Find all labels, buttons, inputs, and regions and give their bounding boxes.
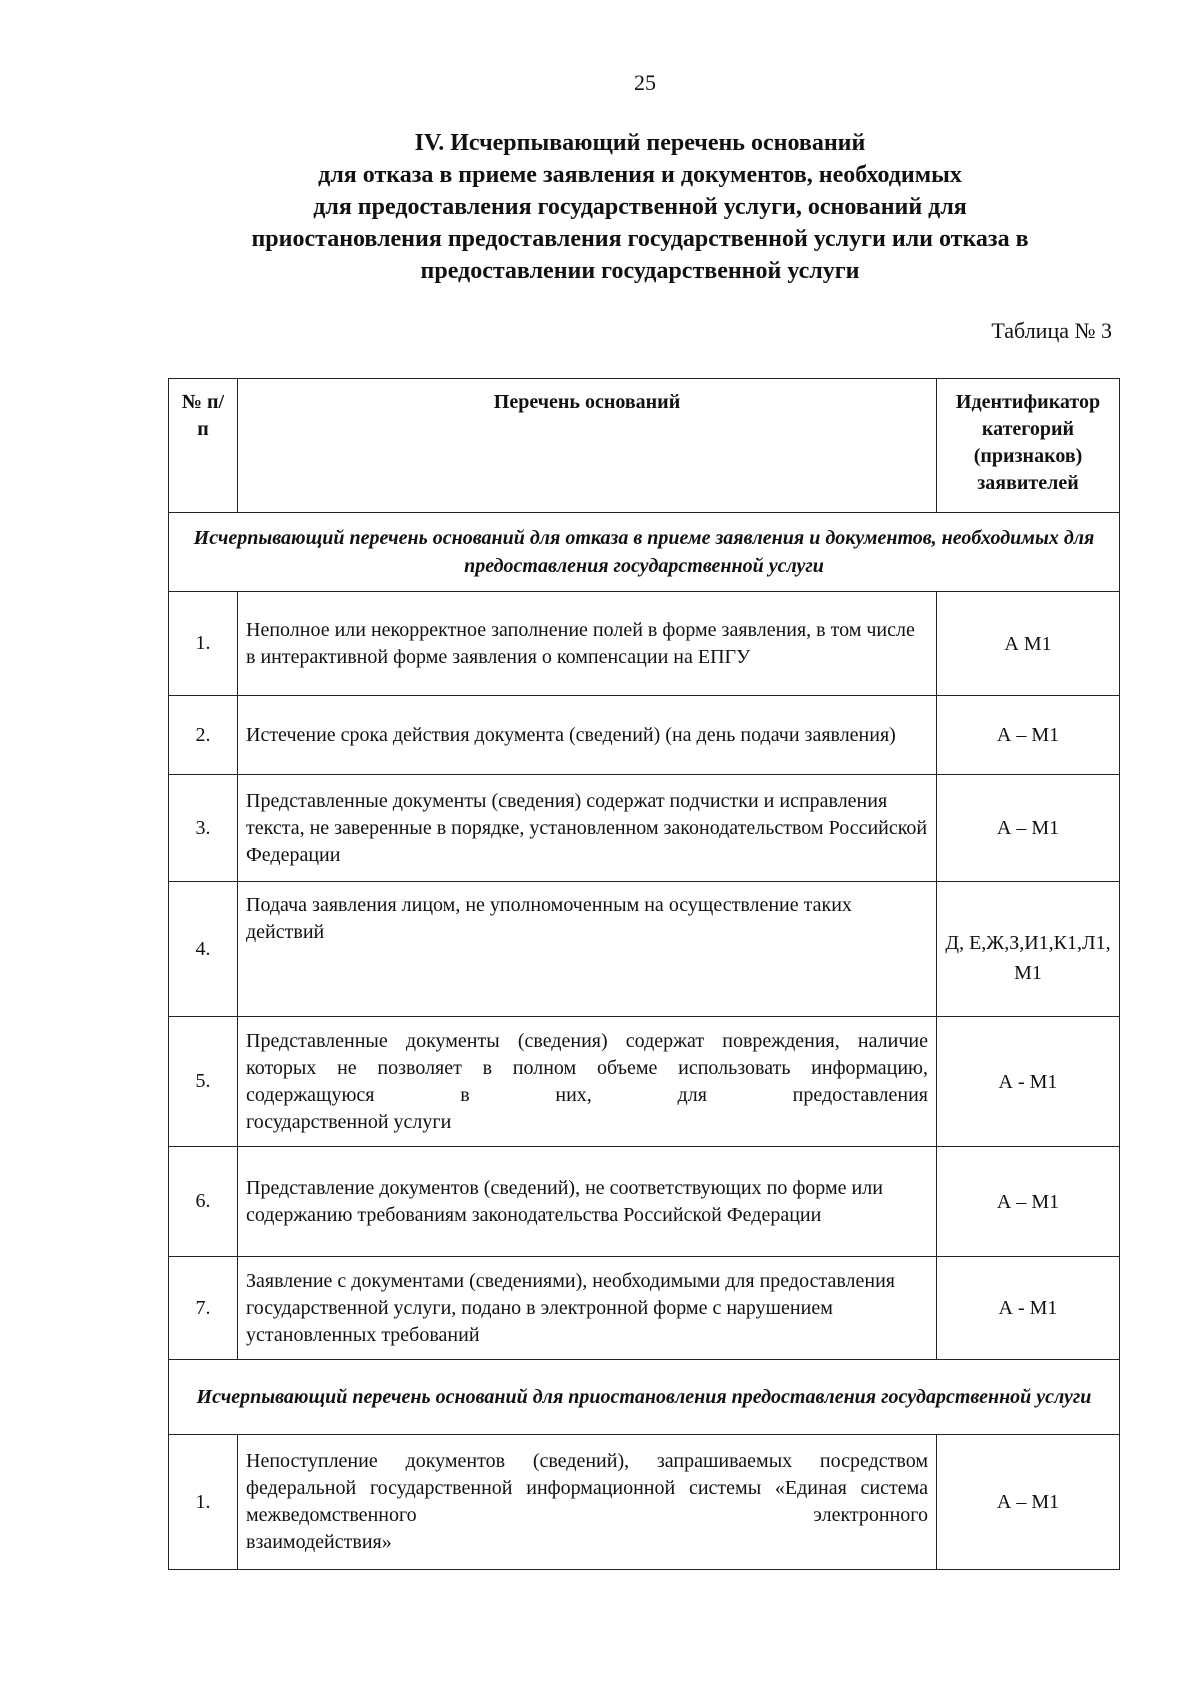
table-row <box>169 1017 1120 1147</box>
table-row <box>169 1147 1120 1257</box>
section-heading <box>150 127 1130 287</box>
table-row <box>169 882 1120 1017</box>
row-number: 7. <box>169 1257 238 1360</box>
table-row <box>169 775 1120 882</box>
row-category: А М1 <box>937 592 1120 696</box>
row-grounds-last-line: государственной услуги <box>246 1110 452 1133</box>
header-grounds-list: Перечень оснований <box>238 379 937 513</box>
row-grounds: Представленные документы (сведения) содержат подчистки и исправления текста, не заверенные в порядке, установленном законодательством Российской Федерации <box>238 775 937 882</box>
table-row <box>169 592 1120 696</box>
row-number: 3. <box>169 775 238 882</box>
row-grounds-main: Представленные документы (сведения) содержат повреждения, наличие которых не позволяет в полном объеме использовать информацию, содержащуюся в них, для предоставления <box>246 1029 928 1106</box>
row-number: 1. <box>169 1435 238 1570</box>
row-grounds <box>238 1017 937 1147</box>
table-header-row <box>169 379 1120 513</box>
row-grounds: Заявление с документами (сведениями), необходимыми для предоставления государственной услуги, подано в электронной форме с нарушением установленных требований <box>238 1257 937 1360</box>
section-row-suspension <box>169 1360 1120 1435</box>
row-number: 5. <box>169 1017 238 1147</box>
table-row <box>169 1257 1120 1360</box>
row-category: А – М1 <box>937 696 1120 775</box>
row-number: 1. <box>169 592 238 696</box>
row-grounds: Истечение срока действия документа (сведений) (на день подачи заявления) <box>238 696 937 775</box>
table-row <box>169 1435 1120 1570</box>
row-number: 2. <box>169 696 238 775</box>
heading-line: IV. Исчерпывающий перечень оснований <box>414 130 866 156</box>
heading-line: предоставлении государственной услуги <box>420 258 860 284</box>
row-category: А – М1 <box>937 1435 1120 1570</box>
header-applicant-category: Идентификатор категорий (признаков) заявителей <box>937 379 1120 513</box>
heading-line: для отказа в приеме заявления и документов, необходимых <box>318 162 962 188</box>
section-title-refusal: Исчерпывающий перечень оснований для отказа в приеме заявления и документов, необходимых для предоставления государственной услуги <box>169 513 1120 592</box>
page-number: 25 <box>634 70 656 95</box>
row-category: А - М1 <box>937 1257 1120 1360</box>
row-grounds: Представление документов (сведений), не соответствующих по форме или содержанию требованиям законодательства Российской Федерации <box>238 1147 937 1257</box>
row-category: А – М1 <box>937 775 1120 882</box>
row-category: Д, Е,Ж,З,И1,К1,Л1, М1 <box>937 882 1120 1017</box>
row-grounds: Неполное или некорректное заполнение полей в форме заявления, в том числе в интерактивной форме заявления о компенсации на ЕПГУ <box>238 592 937 696</box>
row-grounds-main: Непоступление документов (сведений), запрашиваемых посредством федеральной государственной информационной системы «Единая система межведомственного электронного <box>246 1450 928 1526</box>
heading-line: приостановления предоставления государственной услуги или отказа в <box>251 226 1029 252</box>
section-row-refusal <box>169 513 1120 592</box>
row-number: 4. <box>169 882 238 1017</box>
table-caption: Таблица № 3 <box>991 318 1112 343</box>
grounds-table <box>168 378 1120 1570</box>
table-row <box>169 696 1120 775</box>
row-category: А – М1 <box>937 1147 1120 1257</box>
row-grounds: Подача заявления лицом, не уполномоченным на осуществление таких действий <box>238 882 937 1017</box>
row-category: А - М1 <box>937 1017 1120 1147</box>
section-title-suspension: Исчерпывающий перечень оснований для приостановления предоставления государственной услуги <box>169 1360 1120 1435</box>
row-grounds-last-line: взаимодействия» <box>246 1531 392 1553</box>
header-number: № п/п <box>169 379 238 513</box>
row-grounds <box>238 1435 937 1570</box>
heading-line: для предоставления государственной услуги, оснований для <box>313 194 967 220</box>
row-number: 6. <box>169 1147 238 1257</box>
